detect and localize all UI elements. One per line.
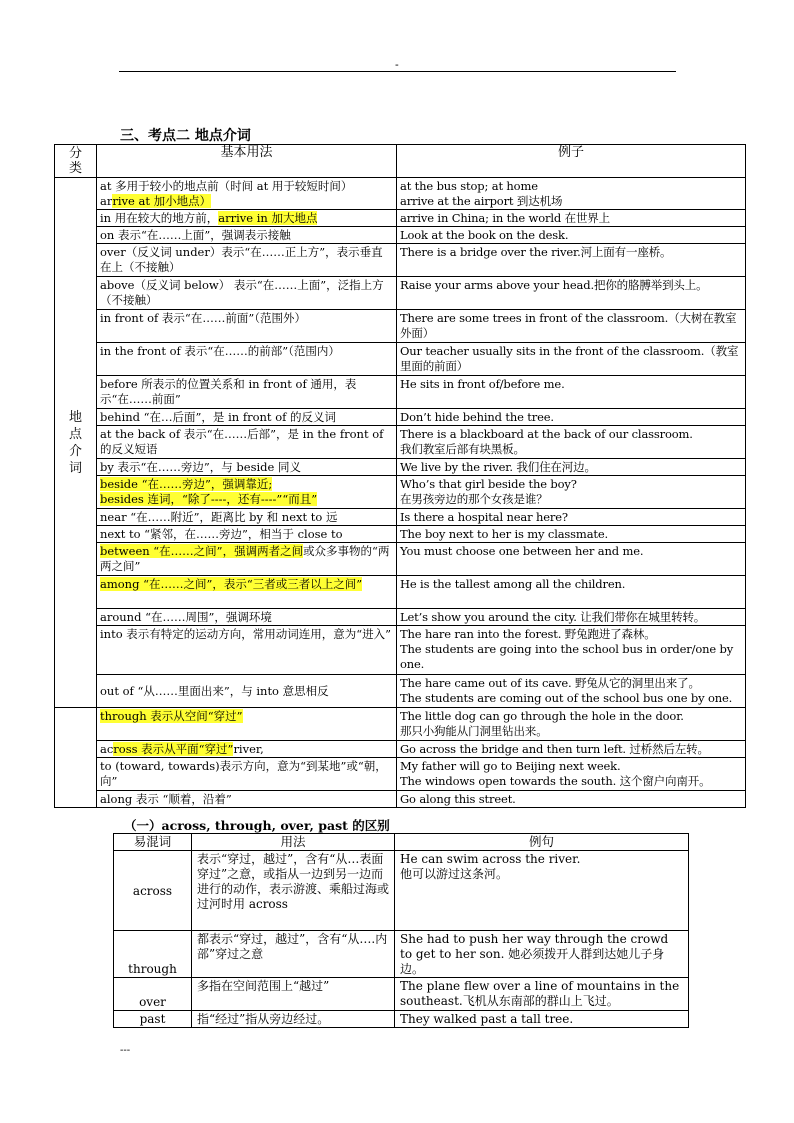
example-cell: The boy next to her is my classmate. xyxy=(397,526,746,543)
example-cell: Look at the book on the desk. xyxy=(397,227,746,244)
usage-cell: in 用在较大的地方前，arrive in 加大地点 xyxy=(97,210,397,227)
usage-cell: before 所表示的位置关系和 in front of 通用，表示“在……前面” xyxy=(97,376,397,409)
example-cell: arrive in China; in the world 在世界上 xyxy=(397,210,746,227)
example-cell: She had to push her way through the crowd to get to her son. 她必须拨开人群到达她儿子身边。 xyxy=(395,931,689,978)
table-header-row xyxy=(55,145,746,178)
table-row xyxy=(55,741,746,758)
example-cell: Is there a hospital near here? xyxy=(397,509,746,526)
table-row xyxy=(55,609,746,626)
usage-cell: above（反义词 below） 表示“在……上面”，泛指上方（不接触） xyxy=(97,277,397,310)
table-row xyxy=(55,758,746,791)
usage-cell: in front of 表示“在……前面”（范围外） xyxy=(97,310,397,343)
example-cell: Who’s that girl beside the boy? 在男孩旁边的那个女孩是谁？ xyxy=(397,476,746,509)
table-row xyxy=(55,626,746,675)
table-row xyxy=(55,509,746,526)
usage-cell: in the front of 表示“在……的前部”（范围内） xyxy=(97,343,397,376)
usage-cell: among “在……之间”，表示“三者或三者以上之间” xyxy=(97,576,397,609)
table-row xyxy=(55,526,746,543)
table-row xyxy=(55,277,746,310)
table-row xyxy=(55,409,746,426)
table-row xyxy=(55,343,746,376)
example-cell: Raise your arms above your head.把你的胳膊举到头上。 xyxy=(397,277,746,310)
example-cell: He is the tallest among all the children. xyxy=(397,576,746,609)
example-cell: He sits in front of/before me. xyxy=(397,376,746,409)
place-prepositions-table xyxy=(54,144,746,808)
example-cell: The hare came out of its cave. 野兔从它的洞里出来了。 The students are coming out of the school bus one by one. xyxy=(397,675,746,708)
usage-cell: into 表示有特定的运动方向，常用动词连用，意为“进入” xyxy=(97,626,397,675)
footer-mark: --- xyxy=(120,1045,131,1056)
category-cell-empty xyxy=(55,708,97,808)
example-cell: Go along this street. xyxy=(397,791,746,808)
example-cell: at the bus stop; at home arrive at the airport 到达机场 xyxy=(397,178,746,210)
word-cell: across xyxy=(114,851,192,931)
category-cell: 地点介词 xyxy=(55,178,97,708)
usage-cell: at the back of 表示“在……后部”，是 in the front of 的反义短语 xyxy=(97,426,397,459)
usage-cell: at 多用于较小的地点前（时间 at 用于较短时间） arrive at 加小地点） xyxy=(97,178,397,210)
usage-cell: between “在……之间”，强调两者之间或众多事物的“两两之间” xyxy=(97,543,397,576)
header-usage: 用法 xyxy=(192,834,395,851)
example-cell: You must choose one between her and me. xyxy=(397,543,746,576)
word-cell: through xyxy=(114,931,192,978)
table-row xyxy=(55,227,746,244)
word-cell: over xyxy=(114,978,192,1011)
usage-cell: 表示“穿过，越过”，含有“从…表面穿过”之意，或指从一边到另一边而进行的动作，表示游渡、乘船过海或过河时用 across xyxy=(192,851,395,931)
usage-cell: across 表示从平面“穿过”river, xyxy=(97,741,397,758)
usage-cell: 指“经过”指从旁边经过。 xyxy=(192,1011,395,1028)
section-title: 三、考点二 地点介词 xyxy=(120,128,251,144)
example-cell: Our teacher usually sits in the front of the classroom.（教室里面的前面） xyxy=(397,343,746,376)
header-usage: 基本用法 xyxy=(97,145,397,178)
table-row xyxy=(55,476,746,509)
table-row xyxy=(114,1011,689,1028)
example-cell: Go across the bridge and then turn left. 过桥然后左转。 xyxy=(397,741,746,758)
usage-cell: beside “在……旁边”，强调靠近; besides 连词，“除了----，还有----”“而且” xyxy=(97,476,397,509)
usage-cell: behind “在…后面”，是 in front of 的反义词 xyxy=(97,409,397,426)
example-cell: He can swim across the river. 他可以游过这条河。 xyxy=(395,851,689,931)
table-row xyxy=(114,851,689,931)
usage-cell: by 表示“在……旁边”，与 beside 同义 xyxy=(97,459,397,476)
example-cell: Let’s show you around the city. 让我们带你在城里转转。 xyxy=(397,609,746,626)
example-cell: They walked past a tall tree. xyxy=(395,1011,689,1028)
usage-cell: on 表示“在……上面”，强调表示接触 xyxy=(97,227,397,244)
table-row xyxy=(55,459,746,476)
sub-title: （一）across, through, over, past 的区别 xyxy=(124,818,390,833)
header-example: 例句 xyxy=(395,834,689,851)
example-cell: We live by the river. 我们住在河边。 xyxy=(397,459,746,476)
usage-cell: over（反义词 under）表示“在……正上方”，表示垂直在上（不接触） xyxy=(97,244,397,277)
table-row xyxy=(55,543,746,576)
example-cell: There is a bridge over the river.河上面有一座桥。 xyxy=(397,244,746,277)
usage-cell: along 表示 “顺着，沿着” xyxy=(97,791,397,808)
table-row xyxy=(55,576,746,609)
table-row xyxy=(55,310,746,343)
example-cell: The plane flew over a line of mountains in the southeast.飞机从东南部的群山上飞过。 xyxy=(395,978,689,1011)
example-cell: The hare ran into the forest. 野兔跑进了森林。 The students are going into the school bus in order/one by one. xyxy=(397,626,746,675)
word-cell: past xyxy=(114,1011,192,1028)
table-row xyxy=(55,426,746,459)
example-cell: There are some trees in front of the classroom.（大树在教室外面） xyxy=(397,310,746,343)
header-example: 例子 xyxy=(397,145,746,178)
confusable-words-table xyxy=(113,833,689,1028)
table-header-row xyxy=(114,834,689,851)
table-row xyxy=(55,244,746,277)
table-row xyxy=(55,178,746,210)
example-cell: The little dog can go through the hole in the door. 那只小狗能从门洞里钻出来。 xyxy=(397,708,746,741)
usage-cell: near “在……附近”，距离比 by 和 next to 远 xyxy=(97,509,397,526)
usage-cell: around “在……周围”，强调环境 xyxy=(97,609,397,626)
usage-cell: out of “从……里面出来”，与 into 意思相反 xyxy=(97,675,397,708)
usage-cell: 都表示“穿过，越过”，含有“从….内部”穿过之意 xyxy=(192,931,395,978)
table-row xyxy=(114,931,689,978)
usage-cell: next to “紧邻，在……旁边”，相当于 close to xyxy=(97,526,397,543)
table-row xyxy=(55,708,746,741)
table-row xyxy=(55,376,746,409)
table-row xyxy=(114,978,689,1011)
header-mark: - xyxy=(395,58,399,71)
table-row xyxy=(55,791,746,808)
example-cell: My father will go to Beijing next week. The windows open towards the south. 这个窗户向南开。 xyxy=(397,758,746,791)
example-cell: There is a blackboard at the back of our classroom. 我们教室后部有块黑板。 xyxy=(397,426,746,459)
header-category: 分类 xyxy=(55,145,97,178)
example-cell: Don’t hide behind the tree. xyxy=(397,409,746,426)
table-row xyxy=(55,210,746,227)
usage-cell: to (toward, towards)表示方向，意为“到某地”或“朝，向” xyxy=(97,758,397,791)
header-rule xyxy=(119,71,676,72)
header-word: 易混词 xyxy=(114,834,192,851)
usage-cell: through 表示从空间“穿过” xyxy=(97,708,397,741)
table-row xyxy=(55,675,746,708)
usage-cell: 多指在空间范围上“越过” xyxy=(192,978,395,1011)
